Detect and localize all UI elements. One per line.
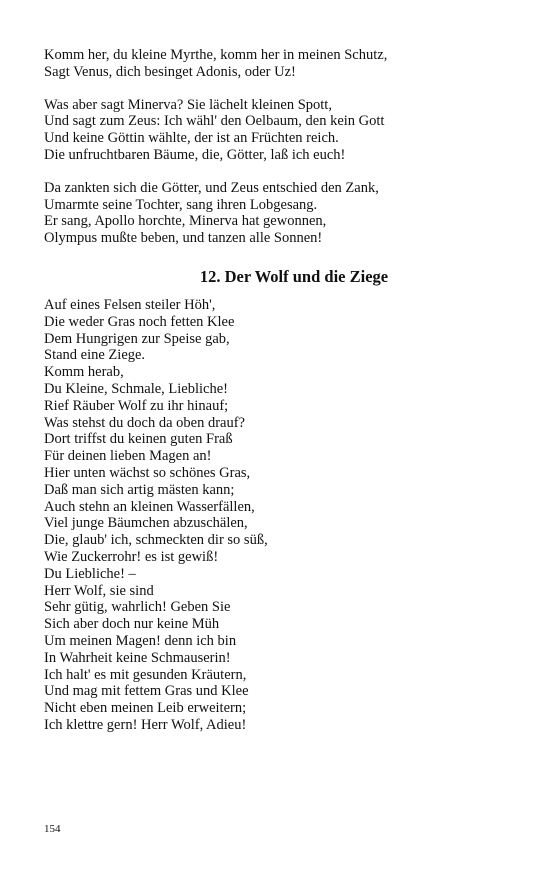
- poem-line: Rief Räuber Wolf zu ihr hinauf;: [44, 397, 229, 414]
- poem-line: Was stehst du doch da oben drauf?: [44, 414, 245, 431]
- poem-line: Da zankten sich die Götter, und Zeus entschied den Zank,: [44, 179, 379, 196]
- poem-line: Die unfruchtbaren Bäume, die, Götter, laß ich euch!: [44, 146, 346, 163]
- poem-line: Du Liebliche! –: [44, 565, 136, 582]
- poem-line: Dem Hungrigen zur Speise gab,: [44, 330, 230, 347]
- poem-line: Daß man sich artig mästen kann;: [44, 481, 235, 498]
- stanza: [44, 47, 514, 81]
- poem-line: Er sang, Apollo horchte, Minerva hat gewonnen,: [44, 213, 327, 230]
- poem-line: Hier unten wächst so schönes Gras,: [44, 464, 251, 481]
- page-body: [44, 47, 514, 734]
- poem-line: Auf eines Felsen steiler Höh',: [44, 296, 216, 313]
- poem-line: Sich aber doch nur keine Müh: [44, 616, 220, 633]
- poem-line: Ich halt' es mit gesunden Kräutern,: [44, 666, 247, 683]
- poem-line: Du Kleine, Schmale, Liebliche!: [44, 380, 229, 397]
- poem-line: In Wahrheit keine Schmauserin!: [44, 649, 231, 666]
- poem-line: Dort triffst du keinen guten Fraß: [44, 431, 233, 448]
- poem-body: [44, 297, 514, 734]
- poem-line: Sehr gütig, wahrlich! Geben Sie: [44, 599, 231, 616]
- poem-line: Olympus mußte beben, und tanzen alle Sonnen!: [44, 230, 323, 247]
- poem-line: Sagt Venus, dich besinget Adonis, oder Uz!: [44, 63, 296, 80]
- page-number: 154: [44, 823, 61, 835]
- poem-line: Wie Zuckerrohr! es ist gewiß!: [44, 548, 219, 565]
- poem-line: Und keine Göttin wählte, der ist an Früchten reich.: [44, 130, 339, 147]
- poem-line: Die weder Gras noch fetten Klee: [44, 313, 235, 330]
- poem-line: Die, glaub' ich, schmeckten dir so süß,: [44, 532, 268, 549]
- poem-line: Nicht eben meinen Leib erweitern;: [44, 700, 247, 717]
- poem-line: Auch stehn an kleinen Wasserfällen,: [44, 498, 255, 515]
- poem-line: Um meinen Magen! denn ich bin: [44, 632, 237, 649]
- poem-line: Was aber sagt Minerva? Sie lächelt kleinen Spott,: [44, 96, 332, 113]
- poem-line: Herr Wolf, sie sind: [44, 582, 154, 599]
- poem-line: Für deinen lieben Magen an!: [44, 448, 212, 465]
- poem-line: Ich klettre gern! Herr Wolf, Adieu!: [44, 716, 247, 733]
- poem-line: Komm her, du kleine Myrthe, komm her in meinen Schutz,: [44, 47, 388, 63]
- stanza: [44, 97, 514, 164]
- poem-line: Stand eine Ziege.: [44, 347, 146, 364]
- poem-line: Umarmte seine Tochter, sang ihren Lobgesang.: [44, 196, 318, 213]
- stanza: [44, 180, 514, 247]
- poem-line: Und mag mit fettem Gras und Klee: [44, 683, 249, 700]
- poem-line: Und sagt zum Zeus: Ich wähl' den Oelbaum, den kein Gott: [44, 113, 385, 130]
- poem-line: Komm herab,: [44, 364, 124, 381]
- poem-line: Viel junge Bäumchen abzuschälen,: [44, 515, 248, 532]
- poem-title: 12. Der Wolf und die Ziege: [199, 266, 389, 286]
